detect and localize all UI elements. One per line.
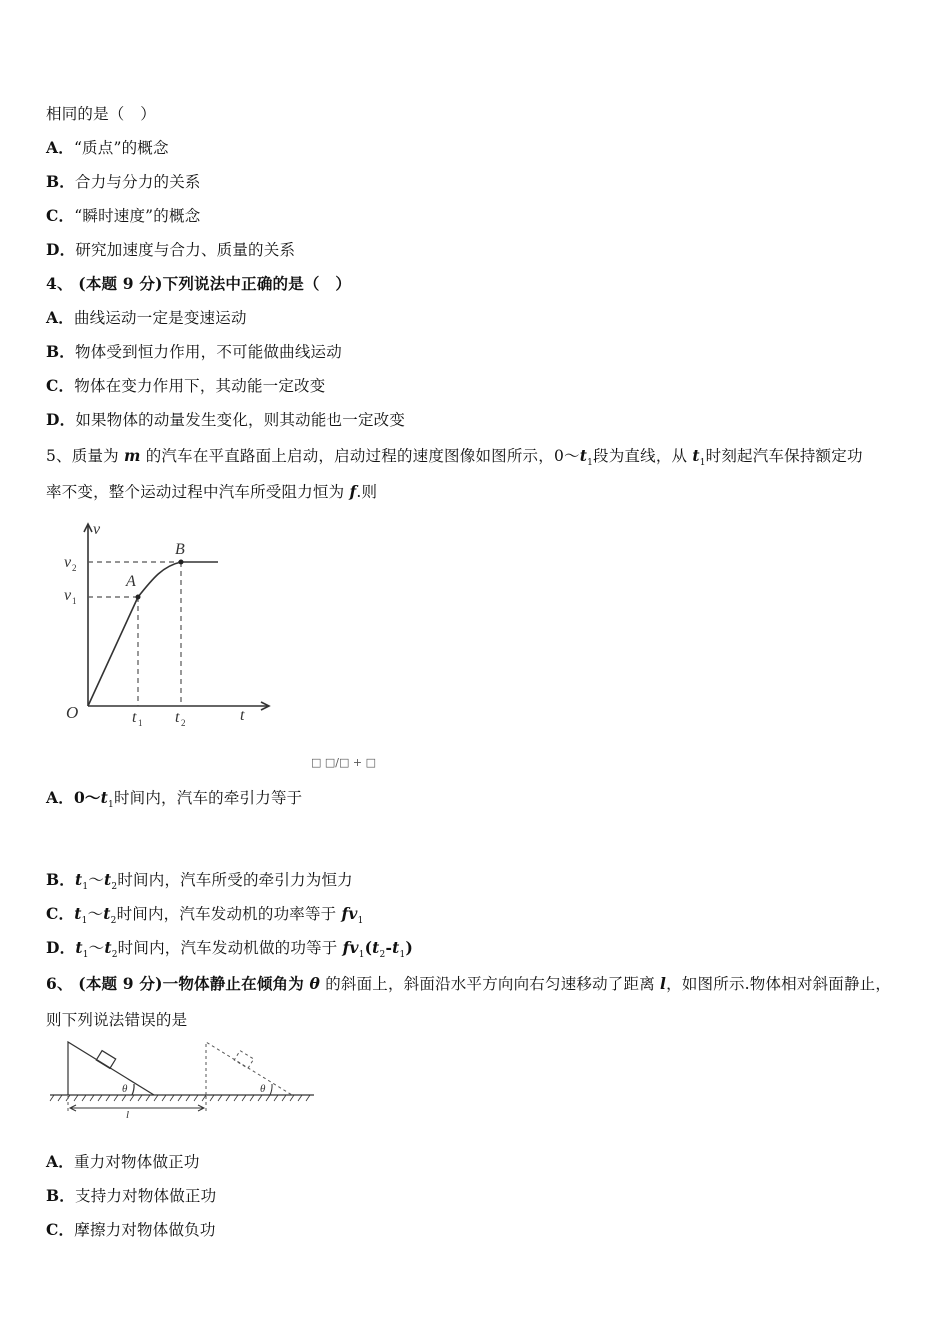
q6-option-c[interactable]: C．摩擦力对物体做负功 xyxy=(46,1220,216,1239)
block-solid xyxy=(96,1051,115,1069)
q6-option-b[interactable]: B．支持力对物体做正功 xyxy=(46,1186,217,1205)
q3-stem-tail: 相同的是（ ） xyxy=(46,105,156,123)
q3-option-d[interactable]: D．研究加速度与合力、质量的关系 xyxy=(46,240,296,259)
v2-sub: 2 xyxy=(72,563,77,573)
q4-option-b[interactable]: B．物体受到恒力作用，不可能做曲线运动 xyxy=(46,342,342,361)
t2-label: t xyxy=(175,709,180,726)
q4-option-a[interactable]: A．曲线运动一定是变速运动 xyxy=(46,308,247,327)
point-b xyxy=(179,560,184,565)
point-b-label: B xyxy=(175,541,185,558)
q3-option-a[interactable]: A．“质点”的概念 xyxy=(46,138,169,157)
distance-label: l xyxy=(126,1109,130,1120)
t2-sub: 2 xyxy=(181,718,186,728)
velocity-time-graph xyxy=(58,518,278,733)
v2-label: v xyxy=(64,554,72,571)
t1-label: t xyxy=(132,709,137,726)
v-axis-label: v xyxy=(93,521,101,538)
theta-arc-1 xyxy=(132,1084,134,1095)
v1-sub: 1 xyxy=(72,596,77,606)
q5-option-b[interactable]: B．$t_1\sim t_2$时间内，汽车所受的牵引力为恒力 xyxy=(46,870,353,893)
q6-option-a[interactable]: A．重力对物体做正功 xyxy=(46,1152,200,1171)
q3-option-c[interactable]: C．“瞬时速度”的概念 xyxy=(46,206,201,225)
q3-option-b[interactable]: B．合力与分力的关系 xyxy=(46,172,201,191)
q6-stem-line1: 6、 (本题 9 分)一物体静止在倾角为 θ 的斜面上，斜面沿水平方向向右匀速移动了距离 l，如图所示.物体相对斜面静止， xyxy=(46,974,892,993)
incline-dashed xyxy=(206,1042,292,1095)
point-a-label: A xyxy=(126,573,136,590)
point-a xyxy=(136,595,141,600)
q5-stem-line1: 5、质量为 m 的汽车在平直路面上启动，启动过程的速度图像如图所示，$0\sim t_1$段为直线，从 $t_1$时刻起汽车保持额定功 xyxy=(46,446,863,469)
incline-diagram xyxy=(46,1036,326,1120)
t-axis-label: t xyxy=(240,707,245,724)
t1-sub: 1 xyxy=(138,718,143,728)
ab-curve xyxy=(138,562,181,597)
v1-label: v xyxy=(64,587,72,604)
oa-segment xyxy=(88,597,138,706)
q4-stem: 4、 (本题 9 分)下列说法中正确的是（ ） xyxy=(46,274,352,293)
theta-label-1: θ xyxy=(122,1083,128,1095)
theta-arc-2 xyxy=(270,1084,272,1095)
theta-label-2: θ xyxy=(260,1083,266,1095)
origin-label: O xyxy=(66,703,79,722)
q6-stem-line2: 则下列说法错误的是 xyxy=(46,1011,188,1029)
q5-option-c[interactable]: C．$t_1\sim t_2$时间内，汽车发动机的功率等于 $fv_1$ xyxy=(46,904,364,927)
ground-hatch xyxy=(50,1095,310,1101)
block-dashed xyxy=(234,1051,253,1069)
q4-option-c[interactable]: C．物体在变力作用下，其动能一定改变 xyxy=(46,376,326,395)
q4-option-d[interactable]: D．如果物体的动量发生变化，则其动能也一定改变 xyxy=(46,410,406,429)
q5-option-d[interactable]: D．$t_1\sim t_2$时间内，汽车发动机做的功等于 $fv_1(t_2-t_1)$ xyxy=(46,938,413,961)
q5-option-a[interactable]: A．$0\sim t_1$时间内，汽车的牵引力等于 xyxy=(46,788,303,811)
incline-solid xyxy=(68,1042,154,1095)
q5-stem-line2: 率不变，整个运动过程中汽车所受阻力恒为 f.则 xyxy=(46,482,378,501)
q5a-formula: □ □/□ + □ xyxy=(311,756,376,769)
